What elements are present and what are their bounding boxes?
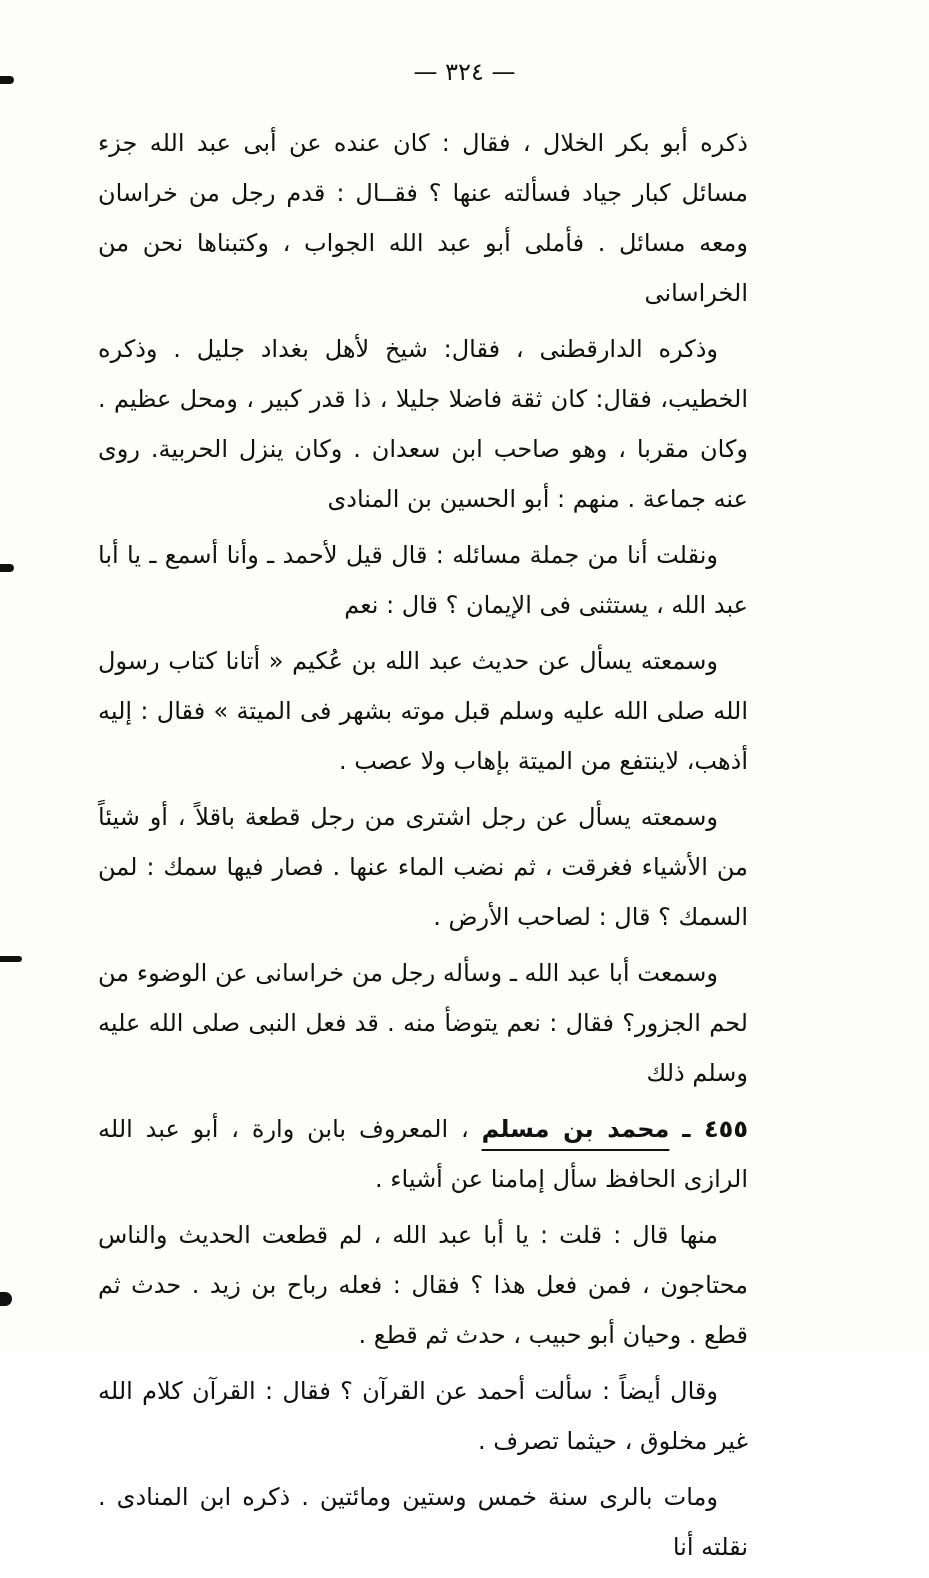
body-text xyxy=(98,118,748,1578)
scan-edge-mark xyxy=(0,564,14,572)
entry-name: محمد بن مسلم xyxy=(481,1115,670,1143)
paragraph-daraqutni: وذكره الدارقطنى ، فقال: شيخ لأهل بغداد جليل . وذكره الخطيب، فقال: كان ثقة فاضلا جليلا ، ذا قدر كبير ، ومحل عظيم . وكان مقربا ، وهو صاحب ابن سعدان . وكان ينزل الحربية. روى عنه جماعة . منهم : أبو الحسين بن المنادى xyxy=(98,335,748,513)
scan-edge-mark xyxy=(0,956,22,962)
scan-edge-mark xyxy=(0,1292,12,1306)
paragraph-death: ومات بالرى سنة خمس وستين ومائتين . ذكره ابن المنادى . نقلته أنا xyxy=(98,1483,748,1561)
paragraph-maytah: وسمعته يسأل عن حديث عبد الله بن عُكيم « أتانا كتاب رسول الله صلى الله عليه وسلم قبل موته بشهر فى الميتة » فقال : إليه أذهب، لاينتفع من الميتة بإهاب ولا عصب . xyxy=(98,647,748,775)
paragraph-quran: وقال أيضاً : سألت أحمد عن القرآن ؟ فقال : القرآن كلام الله غير مخلوق ، حيثما تصرف . xyxy=(98,1377,748,1455)
biography-entry xyxy=(98,1104,748,1204)
paragraph-iman: ونقلت أنا من جملة مسائله : قال قيل لأحمد ـ وأنا أسمع ـ يا أبا عبد الله ، يستثنى فى الإيمان ؟ قال : نعم xyxy=(98,541,748,619)
page-number: — ٣٢٤ — xyxy=(413,58,516,86)
paragraph-wudu: وسمعت أبا عبد الله ـ وسأله رجل من خراسانى عن الوضوء من لحم الجزور؟ فقال : نعم يتوضأ منه . قد فعل النبى صلى الله عليه وسلم ذلك xyxy=(98,959,748,1087)
entry-number: ٤٥٥ ـ xyxy=(682,1115,748,1143)
paragraph-samak: وسمعته يسأل عن رجل اشترى من رجل قطعة باقلاً ، أو شيئاً من الأشياء فغرقت ، ثم نضب الماء عنها . فصار فيها سمك : لمن السمك ؟ قال : لصاحب الأرض . xyxy=(98,803,748,931)
paragraph-khallal: ذكره أبو بكر الخلال ، فقال : كان عنده عن أبى عبد الله جزء مسائل كبار جياد فسألته عنها ؟ فقــال : قدم رجل من خراسان ومعه مسائل . فأملى أبو عبد الله الجواب ، وكتبناها نحن من الخراسانى xyxy=(98,129,748,307)
entry-description: ، المعروف بابن وارة ، أبو عبد الله الرازى الحافظ سأل إمامنا عن أشياء . xyxy=(98,1115,748,1193)
paragraph-qata-al-hadith: منها قال : قلت : يا أبا عبد الله ، لم قطعت الحديث والناس محتاجون ، فمن فعل هذا ؟ فقال : فعله رباح بن زيد . حدث ثم قطع . وحيان أبو حبيب ، حدث ثم قطع . xyxy=(98,1221,748,1349)
